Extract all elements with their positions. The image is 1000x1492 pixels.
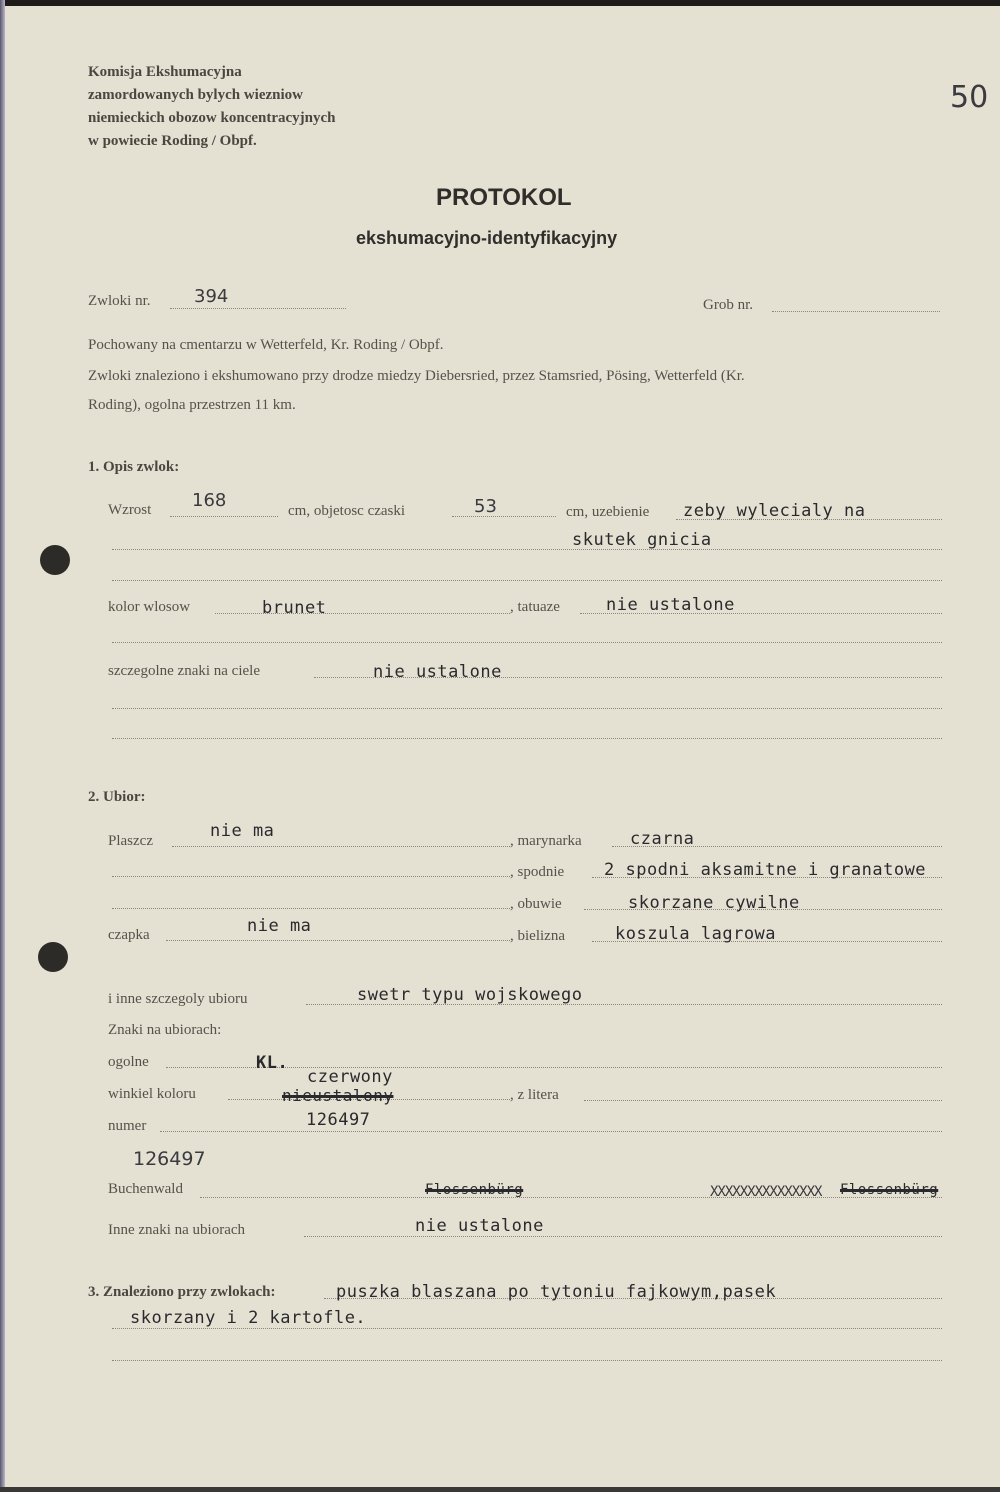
tatuaze-value: nie ustalone — [606, 595, 735, 615]
buchenwald-label: Buchenwald — [108, 1181, 183, 1197]
cm-objetosc-label: cm, objetosc czaski — [288, 503, 406, 519]
kolor-label: kolor wlosow — [108, 599, 191, 615]
binder-hole-bottom — [38, 942, 68, 972]
winkiel-value: czerwony — [307, 1067, 393, 1087]
zwloki-label: Zwloki nr. — [88, 293, 151, 309]
header-line-1: Komisja Ekshumacyjna — [88, 64, 242, 80]
obuwie-value: skorzane cywilne — [628, 893, 800, 913]
found-line-2: Roding), ogolna przestrzen 11 km. — [88, 397, 296, 413]
document-title: PROTOKOL — [436, 184, 572, 211]
buchenwald-struck-2: Flossenbürg — [840, 1182, 939, 1198]
bielizna-value: koszula lagrowa — [615, 924, 777, 944]
inne-szczegoly-label: i inne szczegoly ubioru — [108, 991, 248, 1007]
czapka-value: nie ma — [247, 916, 312, 936]
inne-szczegoly-value: swetr typu wojskowego — [357, 985, 583, 1005]
wzrost-label: Wzrost — [108, 502, 152, 518]
znaki-ubiorach-label: Znaki na ubiorach: — [108, 1022, 222, 1038]
zwloki-value: 394 — [194, 286, 229, 307]
uzebienie-value-2: skutek gnicia — [572, 530, 712, 550]
binder-hole-top — [40, 545, 70, 575]
obuwie-label: , obuwie — [510, 896, 562, 912]
spodnie-value: 2 spodni aksamitne i granatowe — [604, 860, 927, 880]
scan-edge-bottom — [0, 1487, 1000, 1492]
grob-label: Grob nr. — [703, 297, 753, 313]
document-subtitle: ekshumacyjno-identyfikacyjny — [356, 228, 618, 248]
czaszka-value: 53 — [474, 496, 497, 517]
ogolne-label: ogolne — [108, 1054, 149, 1070]
numer-typed: 126497 — [306, 1110, 371, 1130]
marynarka-value: czarna — [630, 829, 695, 849]
header-line-3: niemieckich obozow koncentracyjnych — [88, 110, 336, 126]
kolor-value: brunet — [262, 598, 327, 618]
numer-label: numer — [108, 1118, 147, 1134]
winkiel-label: winkiel koloru — [108, 1086, 196, 1102]
z-litera-label: , z litera — [510, 1087, 559, 1103]
header-line-2: zamordowanych bylych wiezniow — [88, 87, 303, 103]
bielizna-label: , bielizna — [510, 928, 565, 944]
section1-heading: 1. Opis zwlok: — [88, 459, 180, 475]
inne-znaki-label: Inne znaki na ubiorach — [108, 1222, 246, 1238]
uzebienie-value-1: zeby wylecialy na — [683, 501, 866, 521]
inne-znaki-value: nie ustalone — [415, 1216, 544, 1236]
znaki-ciele-value: nie ustalone — [373, 662, 502, 682]
strikeout-x-row: XXXXXXXXXXXXXXX — [710, 1184, 822, 1200]
znaki-ciele-label: szczegolne znaki na ciele — [108, 663, 260, 679]
burial-place: Pochowany na cmentarzu w Wetterfeld, Kr. Roding / Obpf. — [88, 337, 444, 353]
page-number: 50 — [950, 80, 989, 115]
found-line-1: Zwloki znaleziono i ekshumowano przy drodze miedzy Diebersried, przez Stamsried, Pösing, Wetterfeld (Kr. — [88, 368, 745, 384]
buchenwald-struck-1: Flossenbürg — [425, 1182, 524, 1198]
scan-edge-left — [0, 0, 5, 1492]
section2-heading: 2. Ubior: — [88, 789, 146, 805]
marynarka-label: , marynarka — [510, 833, 582, 849]
tatuaze-label: , tatuaze — [510, 599, 560, 615]
winkiel-struck: nieustalony — [282, 1086, 394, 1105]
section3-value-line-1: puszka blaszana po tytoniu fajkowym,pasek — [336, 1282, 777, 1302]
header-line-4: w powiecie Roding / Obpf. — [88, 133, 257, 149]
section3-value-line-2: skorzany i 2 kartofle. — [130, 1308, 367, 1328]
scan-edge-top — [0, 0, 1000, 6]
czapka-label: czapka — [108, 927, 150, 943]
numer-handwritten: 126497 — [133, 1148, 206, 1170]
cm-uzebienie-label: cm, uzebienie — [566, 504, 650, 520]
ogolne-value: KL. — [256, 1053, 289, 1073]
spodnie-label: , spodnie — [510, 864, 565, 880]
section3-heading: 3. Znaleziono przy zwlokach: — [88, 1284, 276, 1300]
plaszcz-label: Plaszcz — [108, 833, 153, 849]
wzrost-value: 168 — [192, 490, 227, 511]
plaszcz-value: nie ma — [210, 821, 275, 841]
